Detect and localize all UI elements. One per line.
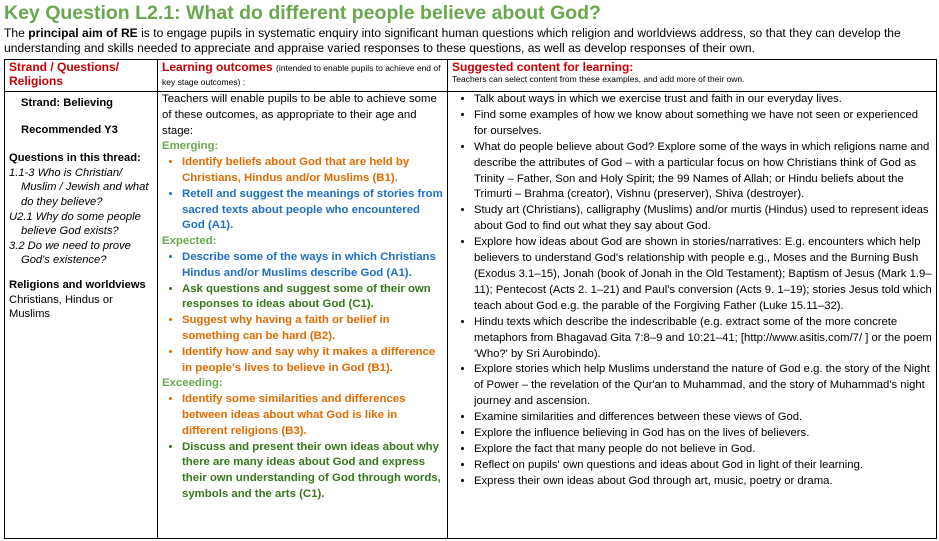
content-item: • Study art (Christians), calligraphy (Muslims) and/or murtis (Hindus) used to represent ideas about God to find out what they say about God. xyxy=(474,203,932,235)
outcome-item: • Identify beliefs about God that are held by Christians, Hindus and/or Muslims (B1). xyxy=(182,155,443,187)
outcomes-intro: Teachers will enable pupils to be able to achieve some of these outcomes, as appropriate to their age and stage: xyxy=(162,93,437,137)
religions-list: Christians, Hindus or Muslims xyxy=(9,293,113,321)
question-item: U2.1 Why do some people believe God exists? xyxy=(9,210,141,238)
outcome-item: • Describe some of the ways in which Christians Hindus and/or Muslims describe God (A1). xyxy=(182,250,443,282)
outcome-item: • Suggest why having a faith or belief in something can be hard (B2). xyxy=(182,313,443,345)
header-outcomes xyxy=(158,60,448,92)
content-item: • Explore how ideas about God are shown in stories/narratives: E.g. encounters which help believers to understand God's relationship with people e.g., Moses and the Burning Bush (Exodus 3.1–15), Jonah (book of Jonah in the Old Testament); Baptism of Jesus (Mark 1.9–11); Pentecost (Acts 2. 1–21) and Paul's conversion (Acts 9. 1–19); stories Jesus told which teach about God e.g. the parable of the Forgiving Father (Luke 15.11–32). xyxy=(474,235,932,315)
content-item: • Hindu texts which describe the indescribable (e.g. extract some of the more concrete metaphors from Bhagavad Gita 7:8–9 and 10:21–41; [http://www.asitis.com/7/ ] or the poem 'Who?' by Sri Aurobindo). xyxy=(474,315,932,363)
header-content xyxy=(448,60,937,92)
aim-prefix: The xyxy=(4,26,29,40)
question-item: 1.1-3 Who is Christian/ Muslim / Jewish and what do they believe? xyxy=(9,166,149,208)
content-item: • Explore stories which help Muslims understand the nature of God e.g. the story of the Night of Power – the revelation of the Qur'an to Muhammad, and the story of Muhammad's night journey and ascension. xyxy=(474,362,932,410)
strand-label: Strand: Believing xyxy=(21,97,114,109)
content-table xyxy=(4,59,937,539)
header-content-note: Teachers can select content from these examples, and add more of their own. xyxy=(452,74,745,84)
content-item: • Explore the influence believing in God has on the lives of believers. xyxy=(474,426,932,442)
questions-heading: Questions in this thread: xyxy=(9,152,141,165)
header-outcomes-title: Learning outcomes xyxy=(162,60,273,74)
emerging-label: Emerging: xyxy=(162,140,219,153)
question-item: 3.2 Do we need to prove God's existence? xyxy=(9,239,131,267)
outcome-item: • Identify how and say why it makes a difference in people's lives to believe in God (B1). xyxy=(182,345,443,377)
exceeding-label: Exceeding: xyxy=(162,377,223,390)
body-row xyxy=(5,92,937,539)
outcome-item: • Ask questions and suggest some of their own responses to ideas about God (C1). xyxy=(182,282,443,314)
outcome-item: • Identify some similarities and differences between ideas about what God is like in different religions (B3). xyxy=(182,392,443,439)
expected-list xyxy=(162,250,443,376)
content-list xyxy=(452,92,932,490)
aim-paragraph xyxy=(4,26,936,56)
religions-heading: Religions and worldviews xyxy=(9,278,146,291)
header-strand: Strand / Questions/ Religions xyxy=(5,60,158,92)
outcome-item: • Retell and suggest the meanings of stories from sacred texts about people who encountered God (A1). xyxy=(182,187,443,234)
content-item: • Talk about ways in which we exercise trust and faith in our everyday lives. xyxy=(474,92,932,108)
aim-bold: principal aim of RE xyxy=(28,26,138,40)
outcomes-cell xyxy=(158,92,448,539)
content-item: • Find some examples of how we know about something we have not seen or experienced for ourselves. xyxy=(474,108,932,140)
content-item: • Examine similarities and differences between these views of God. xyxy=(474,410,932,426)
recommended-year: Recommended Y3 xyxy=(21,123,118,136)
content-item: • Explore the fact that many people do not believe in God. xyxy=(474,442,932,458)
content-item: • What do people believe about God? Explore some of the ways in which religions name and describe the attributes of God – with a particular focus on how Christians think of God as Trinity – Father, Son and Holy Spirit; the 99 Names of Allah; or Hindu beliefs about the Trimurti – Brahma (creator), Vishnu (preserver), Shiva (destroyer). xyxy=(474,140,932,204)
content-item: • Reflect on pupils' own questions and ideas about God in light of their learning. xyxy=(474,458,932,474)
aim-rest: is to engage pupils in systematic enquiry into significant human questions which religion and worldviews address, so that they can develop the understanding and skills needed to appreciate and appraise varied responses to these questions, as well as develop responses of their own. xyxy=(4,26,901,55)
header-content-title: Suggested content for learning: xyxy=(452,60,634,74)
page-title: Key Question L2.1: What do different people believe about God? xyxy=(4,2,601,24)
outcome-item: • Discuss and present their own ideas about why there are many ideas about God and express their own understanding of God through words, symbols and the arts (C1). xyxy=(182,440,443,503)
emerging-list xyxy=(162,155,443,234)
exceeding-list xyxy=(162,392,443,503)
content-item: • Express their own ideas about God through art, music, poetry or drama. xyxy=(474,474,932,490)
strand-cell xyxy=(5,92,158,539)
header-outcomes-note: (intended to enable pupils to achieve end of key stage outcomes) : xyxy=(162,63,441,87)
expected-label: Expected: xyxy=(162,235,217,248)
header-row xyxy=(5,60,937,92)
content-cell xyxy=(448,92,937,539)
